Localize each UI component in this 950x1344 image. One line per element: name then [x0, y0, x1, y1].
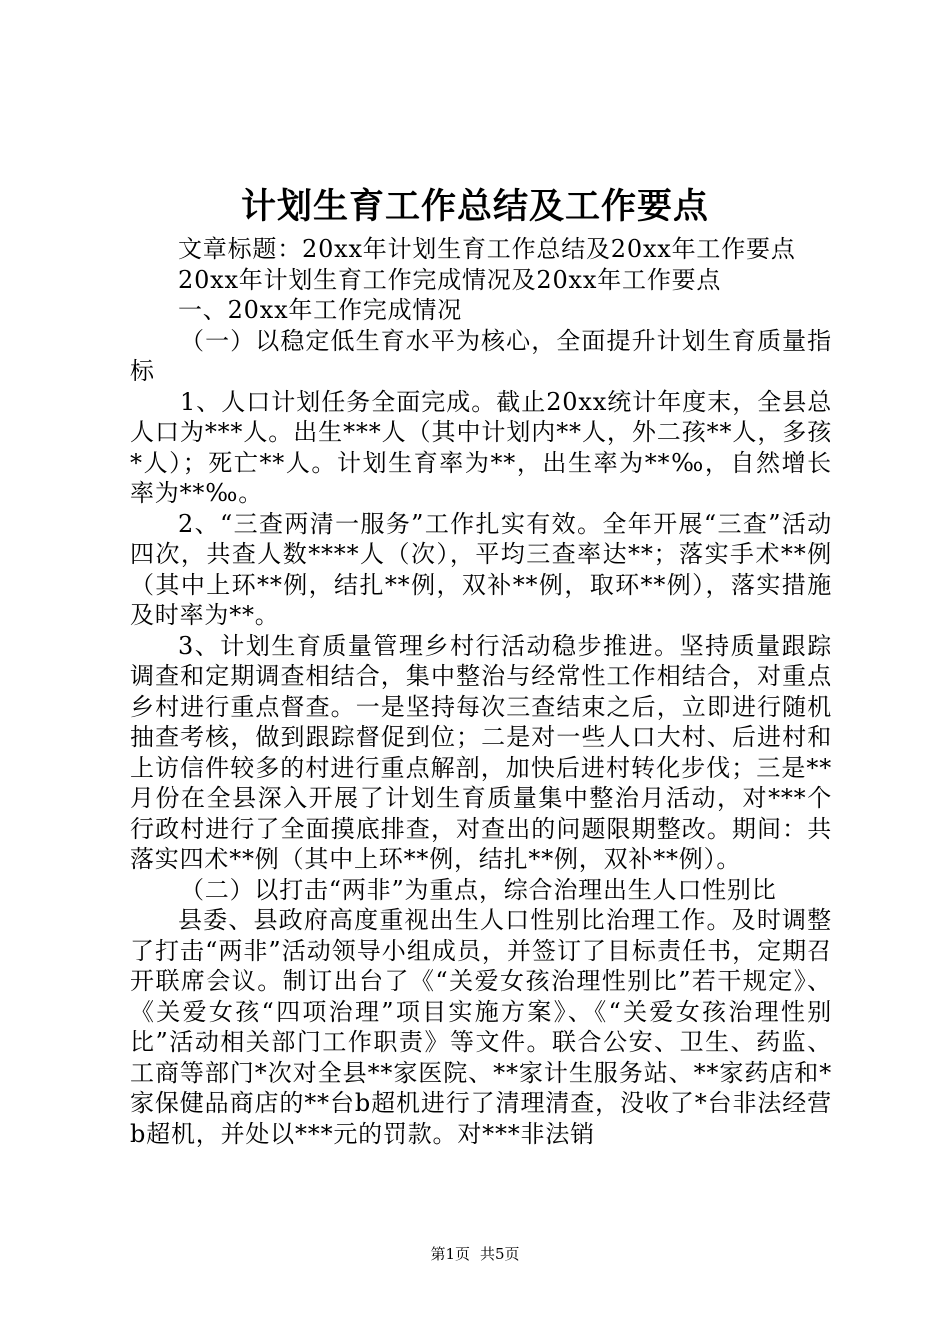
document-body [130, 234, 832, 1149]
paragraph-item-2: 2、“三查两清一服务”工作扎实有效。全年开展“三查”活动四次，共查人数****人（次），平均三查率达**；落实手术**例（其中上环**例，结扎**例，双补**例，取环**例），落实措施及时率为**。 [130, 509, 832, 629]
article-title-line: 文章标题：20xx年计划生育工作总结及20xx年工作要点 [178, 235, 796, 263]
page-footer [0, 1244, 950, 1264]
page-total: 共5页 [480, 1245, 520, 1263]
subsection-heading-1: （一）以稳定低生育水平为核心，全面提升计划生育质量指标 [130, 326, 832, 385]
subsection-heading-2: （二）以打击“两非”为重点，综合治理出生人口性别比 [180, 875, 777, 904]
paragraph-item-1: 1、人口计划任务全面完成。截止20xx统计年度末，全县总人口为***人。出生***人（其中计划内**人，外二孩**人，多孩*人）；死亡**人。计划生育率为**，出生率为**‰，自然增长率为**‰。 [130, 387, 832, 507]
paragraph-item-3: 3、计划生育质量管理乡村行活动稳步推进。坚持质量跟踪调查和定期调查相结合，集中整治与经常性工作相结合，对重点乡村进行重点督查。一是坚持每次三查结束之后，立即进行随机抽查考核，做到跟踪督促到位；二是对一些人口大村、后进村和上访信件较多的村进行重点解剖，加快后进村转化步伐；三是**月份在全县深入开展了计划生育质量集中整治月活动，对***个行政村进行了全面摸底排查，对查出的问题限期整改。期间：共落实四术**例（其中上环**例，结扎**例，双补**例）。 [130, 631, 832, 873]
page-number: 第1页 [430, 1245, 470, 1263]
paragraph-gender-ratio: 县委、县政府高度重视出生人口性别比治理工作。及时调整了打击“两非”活动领导小组成员，并签订了目标责任书，定期召开联席会议。制订出台了《“关爱女孩治理性别比”若干规定》、《关爱女孩“四项治理”项目实施方案》、《“关爱女孩治理性别比”活动相关部门工作职责》等文件。联合公安、卫生、药监、工商等部门*次对全县**家医院、**家计生服务站、**家药店和*家保健品商店的**台b超机进行了清理清查，没收了*台非法经营b超机，并处以***元的罚款。对***非法销 [130, 906, 832, 1148]
subtitle-line: 20xx年计划生育工作完成情况及20xx年工作要点 [178, 265, 722, 294]
section-heading-1: 一、20xx年工作完成情况 [178, 296, 463, 324]
document-title: 计划生育工作总结及工作要点 [240, 186, 709, 227]
